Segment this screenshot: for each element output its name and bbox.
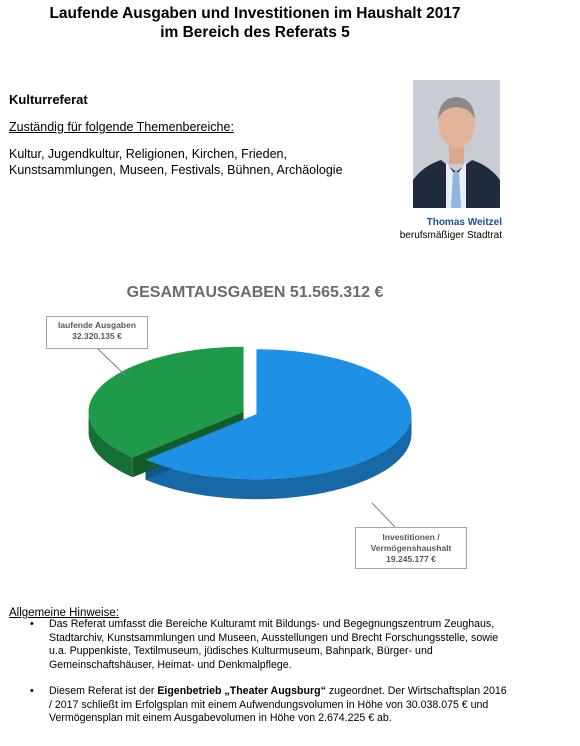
person-name: Thomas Weitzel (426, 217, 502, 228)
person-role: berufsmäßiger Stadtrat (399, 230, 502, 241)
note-item-2-post: zugeordnet. Der Wirtschaftsplan 2016 / 2017 schließt im Erfolgsplan mit einem Aufwendungsvolumen in Höhe von 30.038.075 € und Vermögensplan mit einem Ausgabevolumen in Höhe von 2.674.225 € ab. (49, 685, 507, 724)
slice-label-investments-1: Investitionen / (382, 532, 440, 542)
notes-heading: Allgemeine Hinweise: (9, 607, 119, 619)
callout-investments (355, 527, 467, 569)
department-name: Kulturreferat (9, 92, 88, 107)
topics-line-1: Kultur, Jugendkultur, Religionen, Kirchen, Frieden, (9, 147, 287, 161)
topics-line-2: Kunstsammlungen, Museen, Festivals, Bühnen, Archäologie (9, 163, 343, 177)
title-line-2: im Bereich des Referats 5 (160, 24, 350, 41)
topics-text (9, 146, 389, 178)
note-item-1: • Das Referat umfasst die Bereiche Kulturamt mit Bildungs- und Begegnungszentrum Zeughaus, Stadtarchiv, Kunstsammlungen und Museen, Ausstellungen und Brecht Forschungsstelle, sowie u.a. Puppenkiste, Textilmuseum, jüdisches Kulturmuseum, Bahnpark, Bürger- und Gemeinschaftshäuser, Heimat- und Denkmalpflege. (49, 618, 509, 672)
slice-label-investments-2: Vermögenshaushalt (370, 543, 452, 553)
note-item-2-pre: Diesem Referat ist der (49, 685, 158, 697)
slice-value-investments: 19.245.177 € (386, 554, 436, 564)
leader-line-running (97, 348, 126, 376)
slice-label-running: laufende Ausgaben (57, 320, 137, 330)
note-item-2-bold: Eigenbetrieb „Theater Augsburg“ (157, 685, 326, 697)
note-item-2 (49, 685, 509, 726)
page-title (0, 4, 510, 42)
callout-running-expenses (46, 316, 148, 349)
portrait-illustration (413, 80, 500, 208)
notes-list (0, 618, 509, 739)
portrait-photo (413, 80, 500, 208)
leader-line-investments (372, 503, 395, 527)
slice-value-running: 32.320.135 € (72, 331, 122, 341)
responsibility-heading: Zuständig für folgende Themenbereiche: (9, 120, 234, 134)
title-line-1: Laufende Ausgaben und Investitionen im Haushalt 2017 (49, 5, 461, 22)
chart-title: GESAMTAUSGABEN 51.565.312 € (126, 284, 384, 301)
